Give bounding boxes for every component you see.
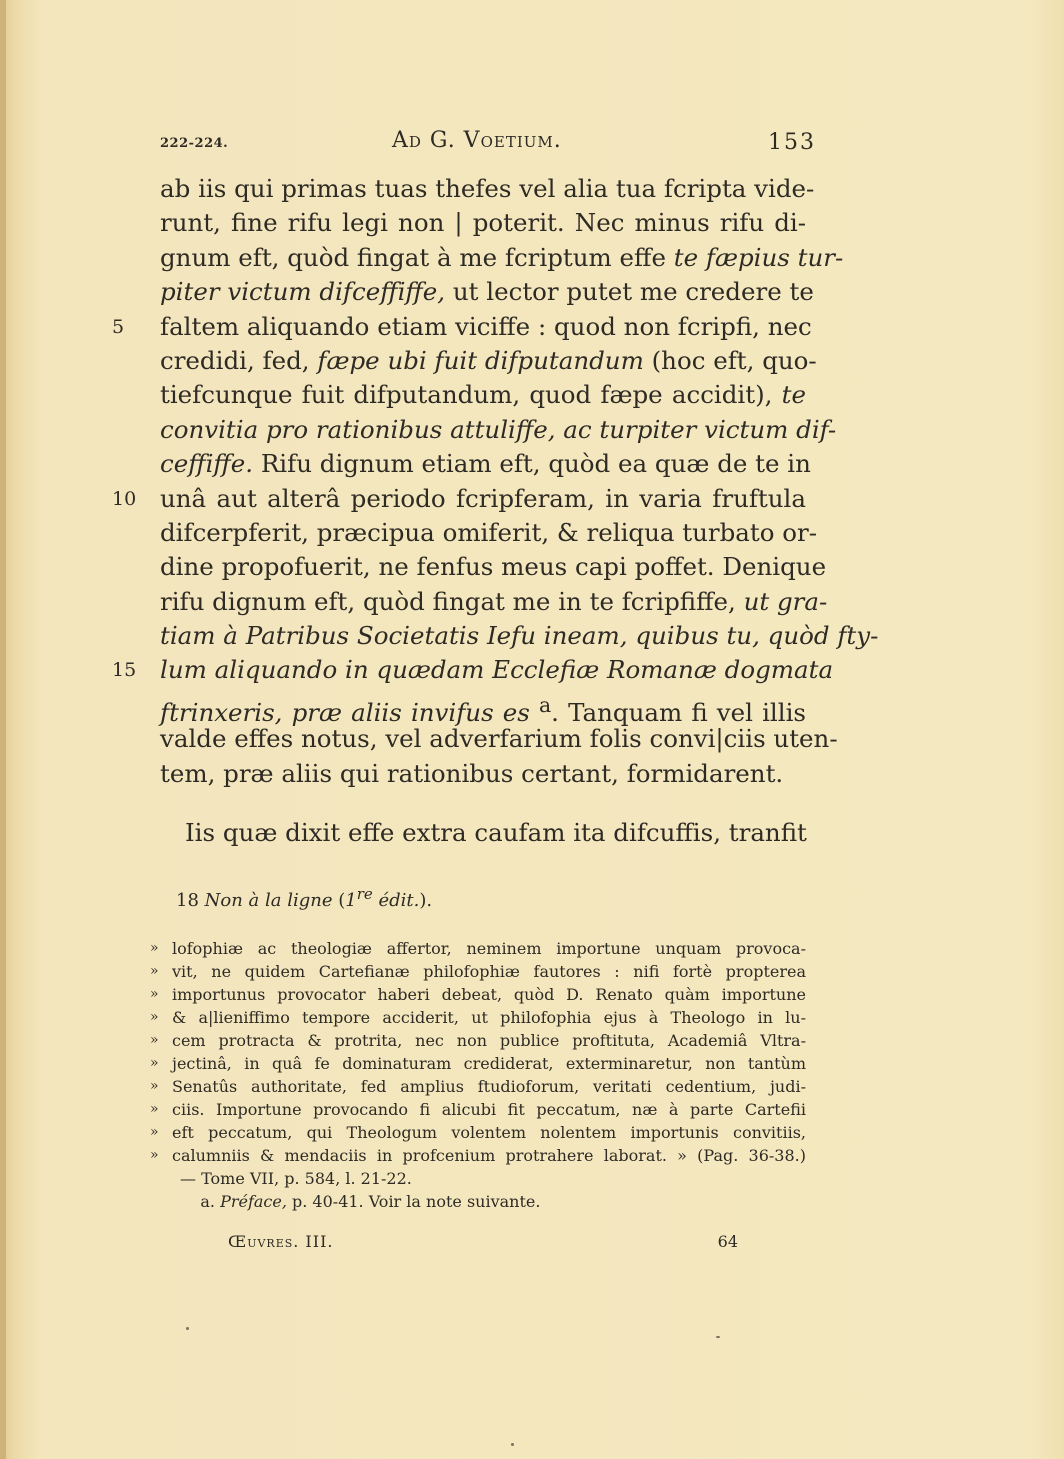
footnote-text: importunus provocator haberi debeat, quòd D. Renato quàm importune [172,985,806,1004]
text-line [160,413,837,447]
line-text: ftrinxeris, præ aliis invifus es $^a$. Tanquam fi vel illis [160,692,806,728]
footer-signature: Œuvres. III. [228,1232,334,1251]
quote-mark: » [150,1124,159,1140]
text-line [160,241,844,275]
footnote-line [150,1167,806,1190]
footnote-text: calumniis & mendaciis in profcenium protrahere laborat. » (Pag. 36-38.) [172,1146,806,1165]
text-line [160,206,806,240]
line-text: faltem aliquando etiam viciffe : quod non fcripfi, nec [160,311,812,341]
text-line [160,275,814,309]
text-line [160,172,815,206]
variant-note: 18 Non à la ligne (1re édit.). [176,885,433,911]
line-number: 10 [112,487,137,510]
footnote-text: — Tome VII, p. 584, l. 21-22. [180,1169,412,1188]
footer-sheet-number: 64 [717,1232,738,1251]
header-page-range: 222-224. [160,136,229,151]
paper-speck [716,1336,720,1338]
footnote-line [150,983,806,1006]
text-line [160,688,806,728]
quote-mark: » [150,1078,159,1094]
footnote-text: a. Préface, p. 40-41. Voir la note suivante. [180,1192,541,1211]
quote-mark: » [150,1101,159,1117]
quote-mark: » [150,986,159,1002]
quote-mark: » [150,1009,159,1025]
header-title: Ad G. Voetium. [392,128,562,153]
continuation-line: Iis quæ dixit effe extra caufam ita difcuffis, tranfit [185,818,807,847]
line-text: tiefcunque fuit difputandum, quod fæpe accidit), te [160,380,806,410]
footnote-text: lofophiæ ac theologiæ affertor, neminem importune unquam provoca- [172,939,806,958]
text-line [160,378,806,412]
quote-mark: » [150,940,159,956]
running-header [160,128,820,158]
line-text: tiam à Patribus Societatis Iefu ineam, quibus tu, quòd fty- [160,621,879,651]
text-line [160,516,818,550]
footnote-text: cem protracta & protrita, nec non publice proftituta, Academiâ Vltra- [172,1031,806,1050]
paper-speck [511,1443,514,1446]
footnote-block [150,937,806,1213]
footnote-line [150,1006,806,1029]
line-text: tem, præ aliis qui rationibus certant, formidarent. [160,758,784,788]
line-text: credidi, fed, fæpe ubi fuit difputandum (hoc eft, quo- [160,345,817,375]
line-text: dine propofuerit, ne fenfus meus capi poffet. Denique [160,552,827,582]
footnote-line [150,1190,806,1213]
line-text: runt, fine rifu legi non | poterit. Nec minus rifu di- [160,208,806,238]
line-number: 5 [112,315,125,338]
paper-speck [186,1327,189,1330]
quote-mark: » [150,963,159,979]
line-text: unâ aut alterâ periodo fcripferam, in varia fruftula [160,483,806,513]
footnote-line [150,1029,806,1052]
main-text-block [112,172,879,791]
line-text: gnum eft, quòd fingat à me fcriptum effe te fæpius tur- [160,242,844,272]
footnote-text: Senatûs authoritate, fed amplius ftudioforum, veritati cedentium, judi- [172,1077,806,1096]
text-line [112,653,834,687]
footnote-line [150,960,806,983]
line-text: rifu dignum eft, quòd fingat me in te fcripfiffe, ut gra- [160,586,828,616]
footnote-line [150,1121,806,1144]
page-edge-shadow [0,0,6,1459]
text-line [160,585,828,619]
footnote-text: jectinâ, in quâ fe dominaturam crediderat, exterminaretur, non tantùm [172,1054,806,1073]
footnote-text: vit, ne quidem Cartefianæ philofophiæ fautores : nifi fortè propterea [172,962,806,981]
text-line [160,447,811,481]
text-line [160,722,838,756]
footnote-line [150,1144,806,1167]
line-number: 15 [112,659,137,682]
text-line [112,482,806,516]
line-text: piter victum difceffiffe, ut lector putet me credere te [160,277,814,307]
quote-mark: » [150,1147,159,1163]
footnote-line [150,937,806,960]
text-line [160,619,879,653]
footnote-text: eft peccatum, qui Theologum volentem nolentem importunis convitiis, [172,1123,806,1142]
quote-mark: » [150,1032,159,1048]
text-line [160,550,827,584]
footnote-line [150,1098,806,1121]
line-text: lum aliquando in quædam Ecclefiæ Romanæ dogmata [160,655,834,685]
line-text: convitia pro rationibus attuliffe, ac turpiter victum dif- [160,414,837,444]
quote-mark: » [150,1055,159,1071]
text-line [160,344,817,378]
footnote-text: & a|lieniffimo tempore acciderit, ut philofophia ejus à Theologo in lu- [172,1008,806,1027]
line-text: ceffiffe. Rifu dignum etiam eft, quòd ea quæ de te in [160,449,811,479]
line-text: difcerpferit, præcipua omiferit, & reliqua turbato or- [160,517,818,547]
page-number: 153 [768,130,816,155]
text-line [160,757,806,791]
text-line [112,310,812,344]
footnote-text: ciis. Importune provocando fi alicubi fit peccatum, næ à parte Cartefii [172,1100,806,1119]
line-text: valde effes notus, vel adverfarium folis convi|ciis uten- [160,724,838,754]
footnote-line [150,1075,806,1098]
line-text: ab iis qui primas tuas thefes vel alia tua fcripta vide- [160,174,815,203]
footnote-line [150,1052,806,1075]
